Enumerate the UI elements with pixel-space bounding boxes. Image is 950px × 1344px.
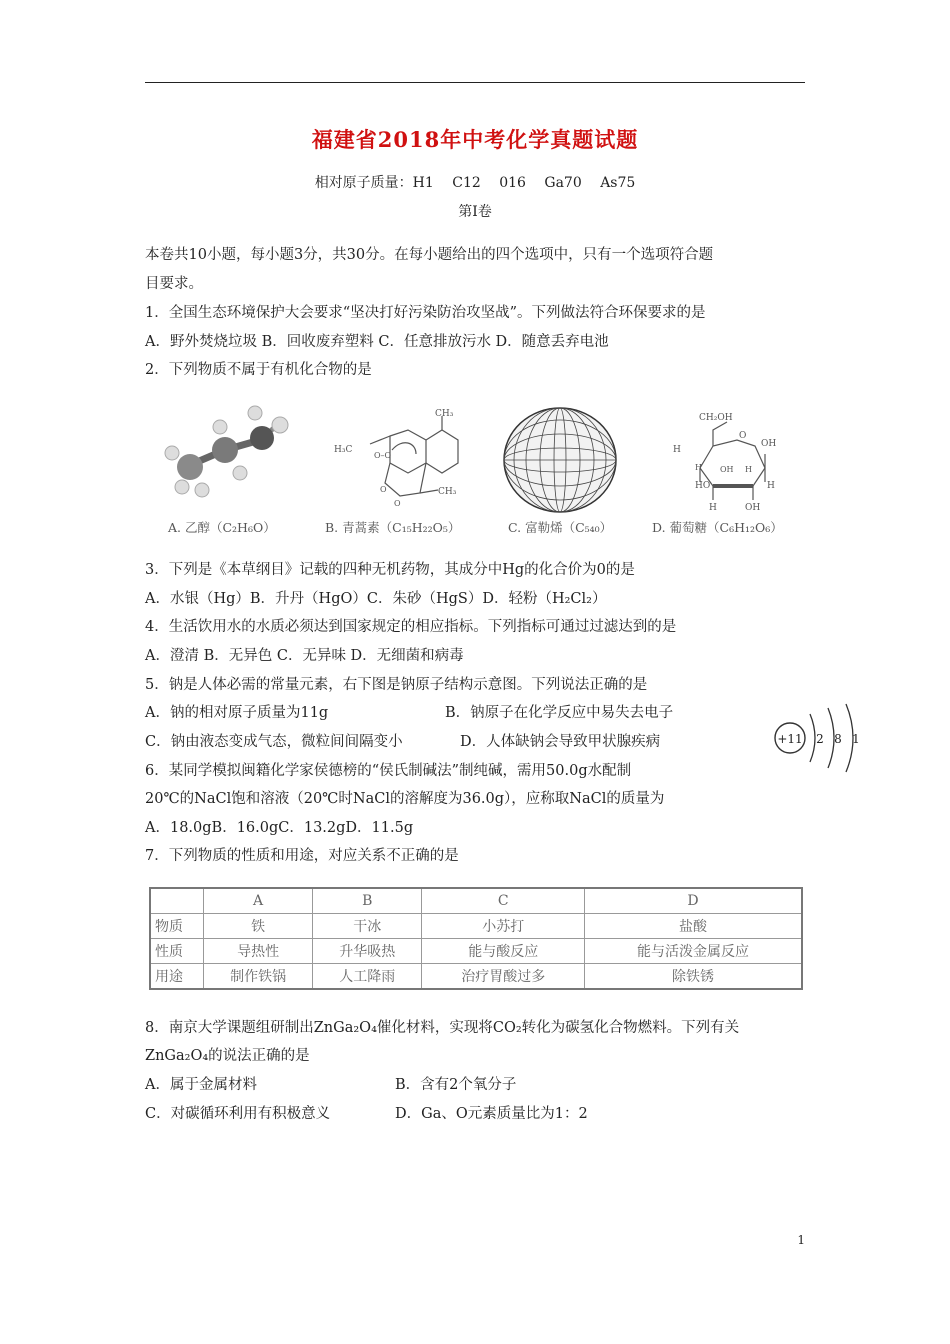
question-6-options: A．18.0gB．16.0gC．13.2gD．11.5g bbox=[145, 820, 414, 836]
table-cell: 能与活泼金属反应 bbox=[585, 939, 802, 964]
table-cell: 能与酸反应 bbox=[422, 939, 585, 964]
header-rule bbox=[145, 82, 805, 83]
question-3: 3．下列是《本草纲目》记载的四种无机药物，其成分中Hg的化合价为0的是 bbox=[145, 562, 635, 578]
question-5-option-b: B．钠原子在化学反应中易失去电子 bbox=[445, 705, 674, 721]
sodium-atom-diagram bbox=[770, 700, 865, 780]
question-2: 2．下列物质不属于有机化合物的是 bbox=[145, 362, 372, 378]
question-8-option-d: D．Ga、O元素质量比为1：2 bbox=[395, 1106, 588, 1122]
table-row-label: 用途 bbox=[150, 964, 204, 990]
page-number: 1 bbox=[797, 1233, 805, 1247]
svg-text:O–O: O–O bbox=[374, 451, 392, 460]
properties-table bbox=[149, 887, 803, 990]
svg-text:CH₃: CH₃ bbox=[438, 487, 457, 497]
question-7: 7．下列物质的性质和用途，对应关系不正确的是 bbox=[145, 848, 459, 864]
table-row bbox=[150, 939, 802, 964]
svg-text:O: O bbox=[739, 431, 747, 441]
caption-c: C. 富勒烯（C₅₄₀） bbox=[508, 520, 613, 535]
question-5-option-c: C．钠由液态变成气态，微粒间间隔变小 bbox=[145, 734, 403, 750]
svg-text:H: H bbox=[745, 465, 752, 474]
question-4: 4．生活饮用水的水质必须达到国家规定的相应指标。下列指标可通过过滤达到的是 bbox=[145, 619, 677, 635]
table-header-cell: D bbox=[585, 888, 802, 914]
table-cell: 人工降雨 bbox=[313, 964, 422, 990]
table-row-label: 性质 bbox=[150, 939, 204, 964]
svg-text:H: H bbox=[709, 503, 717, 513]
table-cell: 导热性 bbox=[204, 939, 313, 964]
table-cell: 干冰 bbox=[313, 914, 422, 939]
question-8-line-1: 8．南京大学课题组研制出ZnGa₂O₄催化材料，实现将CO₂转化为碳氢化合物燃料。下列有关 bbox=[145, 1020, 740, 1036]
table-cell: 制作铁锅 bbox=[204, 964, 313, 990]
intro-line-1: 本卷共10小题，每小题3分，共30分。在每小题给出的四个选项中，只有一个选项符合题 bbox=[145, 247, 714, 263]
svg-text:HO: HO bbox=[695, 481, 711, 491]
svg-text:OH: OH bbox=[745, 503, 761, 513]
question-5-option-a: A．钠的相对原子质量为11g bbox=[145, 705, 329, 721]
table-cell: 铁 bbox=[204, 914, 313, 939]
section-label: 第Ⅰ卷 bbox=[458, 204, 492, 220]
question-8-option-c: C．对碳循环利用有积极意义 bbox=[145, 1106, 331, 1122]
caption-a: A. 乙醇（C₂H₆O） bbox=[168, 520, 276, 535]
ethanol-molecule-image bbox=[160, 405, 295, 510]
shell-1-count: 2 bbox=[816, 732, 824, 746]
svg-text:H: H bbox=[673, 445, 681, 455]
question-6-line-2: 20℃的NaCl饱和溶液（20℃时NaCl的溶解度为36.0g），应称取NaCl的质量为 bbox=[145, 791, 665, 807]
artemisinin-structure-image bbox=[330, 408, 470, 508]
table-cell: 升华吸热 bbox=[313, 939, 422, 964]
question-5-option-d: D．人体缺钠会导致甲状腺疾病 bbox=[460, 734, 661, 750]
table-row bbox=[150, 914, 802, 939]
fullerene-image bbox=[500, 405, 620, 515]
shell-2-count: 8 bbox=[834, 732, 842, 746]
question-3-options: A．水银（Hg）B．升丹（HgO）C．朱砂（HgS）D．轻粉（H₂Cl₂） bbox=[145, 591, 607, 607]
table-header-cell: B bbox=[313, 888, 422, 914]
atomic-masses: 相对原子质量：H1 C12 016 Ga70 As75 bbox=[314, 175, 636, 191]
svg-text:CH₂OH: CH₂OH bbox=[699, 413, 733, 423]
shell-3-count: 1 bbox=[852, 732, 860, 746]
page-title: 福建省2018年中考化学真题试题 bbox=[311, 127, 639, 152]
svg-text:O: O bbox=[394, 499, 401, 508]
table-cell: 除铁锈 bbox=[585, 964, 802, 990]
question-8-option-a: A．属于金属材料 bbox=[145, 1077, 257, 1093]
svg-text:H₃C: H₃C bbox=[334, 445, 353, 455]
svg-text:OH: OH bbox=[720, 465, 734, 474]
question-5: 5．钠是人体必需的常量元素，右下图是钠原子结构示意图。下列说法正确的是 bbox=[145, 677, 648, 693]
svg-text:O: O bbox=[380, 485, 387, 494]
table-header-row bbox=[150, 888, 802, 914]
table-cell: 小苏打 bbox=[422, 914, 585, 939]
question-1: 1．全国生态环境保护大会要求“坚决打好污染防治攻坚战”。下列做法符合环保要求的是 bbox=[145, 305, 706, 321]
table-header-cell: C bbox=[422, 888, 585, 914]
table-header-cell bbox=[150, 888, 204, 914]
question-1-options: A．野外焚烧垃圾 B．回收废弃塑料 C．任意排放污水 D．随意丢弃电池 bbox=[145, 334, 609, 350]
table-header-cell: A bbox=[204, 888, 313, 914]
svg-text:H: H bbox=[695, 463, 702, 472]
glucose-structure-image bbox=[665, 408, 795, 513]
table-row bbox=[150, 964, 802, 990]
question-6-line-1: 6．某同学模拟闽籍化学家侯德榜的“侯氏制碱法”制纯碱，需用50.0g水配制 bbox=[145, 763, 632, 779]
nucleus-charge: +11 bbox=[777, 732, 803, 746]
question-8-line-2: ZnGa₂O₄的说法正确的是 bbox=[145, 1048, 310, 1064]
caption-b: B. 青蒿素（C₁₅H₂₂O₅） bbox=[325, 520, 461, 535]
question-8-option-b: B．含有2个氧分子 bbox=[395, 1077, 517, 1093]
svg-text:CH₃: CH₃ bbox=[435, 409, 454, 419]
table-cell: 盐酸 bbox=[585, 914, 802, 939]
table-cell: 治疗胃酸过多 bbox=[422, 964, 585, 990]
question-4-options: A．澄清 B．无异色 C．无异味 D．无细菌和病毒 bbox=[145, 648, 464, 664]
svg-text:H: H bbox=[767, 481, 775, 491]
table-row-label: 物质 bbox=[150, 914, 204, 939]
svg-text:OH: OH bbox=[761, 439, 777, 449]
intro-line-2: 目要求。 bbox=[145, 276, 203, 292]
caption-d: D. 葡萄糖（C₆H₁₂O₆） bbox=[652, 520, 783, 535]
